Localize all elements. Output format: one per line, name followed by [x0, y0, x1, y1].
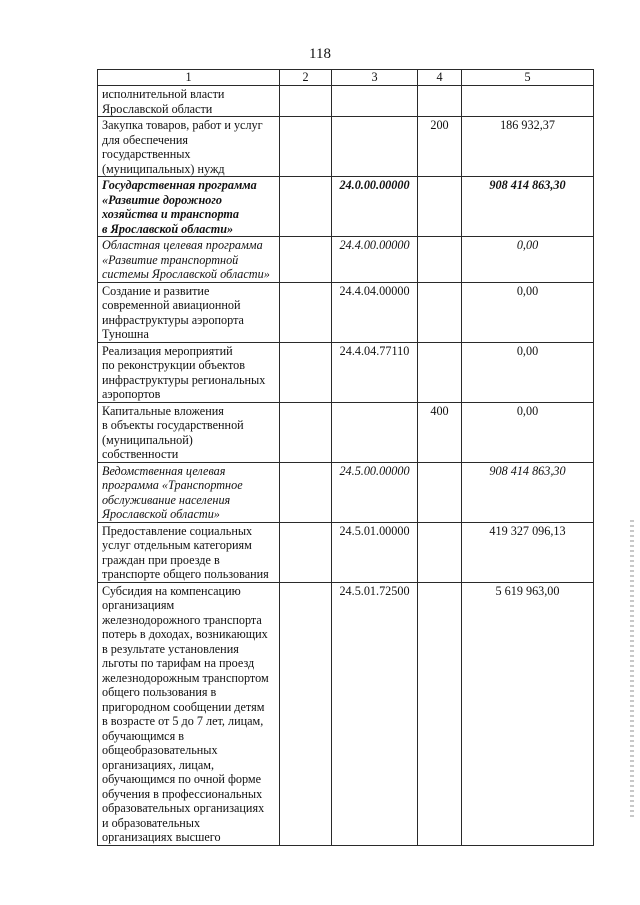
row-name-line: в Ярославской области»: [102, 221, 234, 236]
table-row: [98, 117, 594, 177]
row-name-line: собственности: [102, 447, 179, 461]
row-code: 24.5.01.00000: [332, 522, 418, 582]
row-name-line: хозяйства и транспорта: [102, 207, 239, 221]
row-name-line: пригородном сообщении детям: [102, 699, 265, 714]
row-name-line: обучающимся в: [102, 728, 185, 743]
table-row: [98, 582, 594, 845]
row-vr: [418, 462, 462, 522]
row-name-line: Государственная программа: [102, 178, 257, 192]
table-row: [98, 282, 594, 342]
row-vr: [418, 522, 462, 582]
row-code: [332, 86, 418, 117]
row-col2: [280, 237, 332, 283]
row-name-line: системы Ярославской области»: [102, 267, 270, 281]
row-name-line: инфраструктуры региональных: [102, 372, 266, 387]
row-vr: 200: [418, 117, 462, 177]
row-name-line: Закупка товаров, работ и услуг: [102, 118, 263, 132]
row-name-line: железнодорожного транспорта: [102, 612, 262, 627]
row-name-line: Капитальные вложения: [102, 403, 224, 418]
table-row: [98, 342, 594, 402]
row-name-line: Туношна: [102, 327, 149, 341]
row-col2: [280, 462, 332, 522]
row-code: [332, 402, 418, 462]
row-code: 24.4.04.00000: [332, 282, 418, 342]
row-vr: [418, 177, 462, 237]
row-name-line: потерь в доходах, возникающих: [102, 627, 268, 641]
row-name-line: (муниципальной): [102, 432, 193, 447]
row-name-line: организациям: [102, 598, 175, 612]
row-name-line: организациях, лицам,: [102, 757, 214, 772]
row-name: [98, 582, 280, 845]
row-name: [98, 462, 280, 522]
row-amount: 908 414 863,30: [462, 177, 594, 237]
row-name-line: Областная целевая программа: [102, 238, 263, 252]
row-name: [98, 402, 280, 462]
row-name-line: граждан при проезде в: [102, 552, 220, 567]
row-name-line: аэропортов: [102, 387, 161, 401]
header-col-2: 2: [280, 70, 332, 86]
row-name-line: общего пользования в: [102, 685, 217, 699]
row-amount: 908 414 863,30: [462, 462, 594, 522]
row-code: [332, 117, 418, 177]
budget-table: [97, 69, 594, 846]
row-name-line: современной авиационной: [102, 298, 241, 312]
row-code: 24.5.01.72500: [332, 582, 418, 845]
row-amount: 0,00: [462, 342, 594, 402]
row-code: 24.4.00.00000: [332, 237, 418, 283]
row-name-line: «Развитие транспортной: [102, 252, 239, 267]
row-amount: 186 932,37: [462, 117, 594, 177]
row-vr: [418, 237, 462, 283]
row-name-line: образовательных организациях: [102, 801, 265, 815]
row-vr: [418, 582, 462, 845]
row-name-line: Реализация мероприятий: [102, 343, 233, 358]
row-name-line: «Развитие дорожного: [102, 192, 222, 207]
row-vr: [418, 342, 462, 402]
row-name-line: исполнительной власти: [102, 87, 225, 101]
row-col2: [280, 177, 332, 237]
row-amount: 0,00: [462, 237, 594, 283]
row-name-line: железнодорожным транспортом: [102, 670, 269, 685]
row-col2: [280, 582, 332, 845]
header-col-3: 3: [332, 70, 418, 86]
header-row: [98, 70, 594, 86]
row-name-line: Ярославской области: [102, 101, 213, 116]
row-name-line: Предоставление социальных: [102, 523, 253, 538]
row-name-line: программа «Транспортное: [102, 478, 243, 492]
row-name-line: Ведомственная целевая: [102, 463, 226, 478]
table-body: [98, 86, 594, 846]
row-name-line: в объекты государственной: [102, 418, 244, 432]
row-name-line: для обеспечения: [102, 132, 189, 147]
row-name-line: в результате установления: [102, 641, 239, 656]
row-amount: 419 327 096,13: [462, 522, 594, 582]
row-name-line: инфраструктуры аэропорта: [102, 312, 244, 327]
row-name-line: льготы по тарифам на проезд: [102, 656, 255, 670]
row-amount: 0,00: [462, 282, 594, 342]
row-vr: [418, 86, 462, 117]
row-name-line: (муниципальных) нужд: [102, 161, 225, 176]
row-name: [98, 177, 280, 237]
header-col-4: 4: [418, 70, 462, 86]
row-name-line: обслуживание населения: [102, 492, 231, 507]
row-name-line: общеобразовательных: [102, 743, 218, 757]
row-name-line: услуг отдельным категориям: [102, 538, 252, 552]
row-name: [98, 117, 280, 177]
row-name-line: транспорте общего пользования: [102, 567, 269, 581]
row-name: [98, 237, 280, 283]
row-vr: 400: [418, 402, 462, 462]
row-name-line: Субсидия на компенсацию: [102, 583, 241, 598]
row-col2: [280, 522, 332, 582]
row-amount: 0,00: [462, 402, 594, 462]
row-name-line: по реконструкции объектов: [102, 358, 246, 372]
row-name-line: организациях высшего: [102, 830, 221, 844]
row-code: 24.5.00.00000: [332, 462, 418, 522]
row-name: [98, 522, 280, 582]
row-name: [98, 342, 280, 402]
scan-edge-marks: [630, 520, 634, 820]
row-code: 24.4.04.77110: [332, 342, 418, 402]
row-amount: [462, 86, 594, 117]
row-name-line: обучения в профессиональных: [102, 786, 263, 801]
row-name-line: в возрасте от 5 до 7 лет, лицам,: [102, 714, 264, 728]
table-row: [98, 402, 594, 462]
row-name-line: Создание и развитие: [102, 283, 210, 298]
table-row: [98, 237, 594, 283]
header-col-5: 5: [462, 70, 594, 86]
row-col2: [280, 86, 332, 117]
row-col2: [280, 117, 332, 177]
row-name: [98, 282, 280, 342]
row-code: 24.0.00.00000: [332, 177, 418, 237]
row-col2: [280, 342, 332, 402]
table-row: [98, 86, 594, 117]
row-name-line: государственных: [102, 147, 191, 161]
row-vr: [418, 282, 462, 342]
row-name-line: обучающимся по очной форме: [102, 772, 262, 786]
row-name-line: Ярославской области»: [102, 507, 220, 521]
page-number: 118: [309, 46, 331, 62]
table-row: [98, 462, 594, 522]
row-amount: 5 619 963,00: [462, 582, 594, 845]
row-name: [98, 86, 280, 117]
table-row: [98, 177, 594, 237]
table-row: [98, 522, 594, 582]
header-col-1: 1: [98, 70, 280, 86]
row-name-line: и образовательных: [102, 815, 201, 830]
row-col2: [280, 282, 332, 342]
row-col2: [280, 402, 332, 462]
